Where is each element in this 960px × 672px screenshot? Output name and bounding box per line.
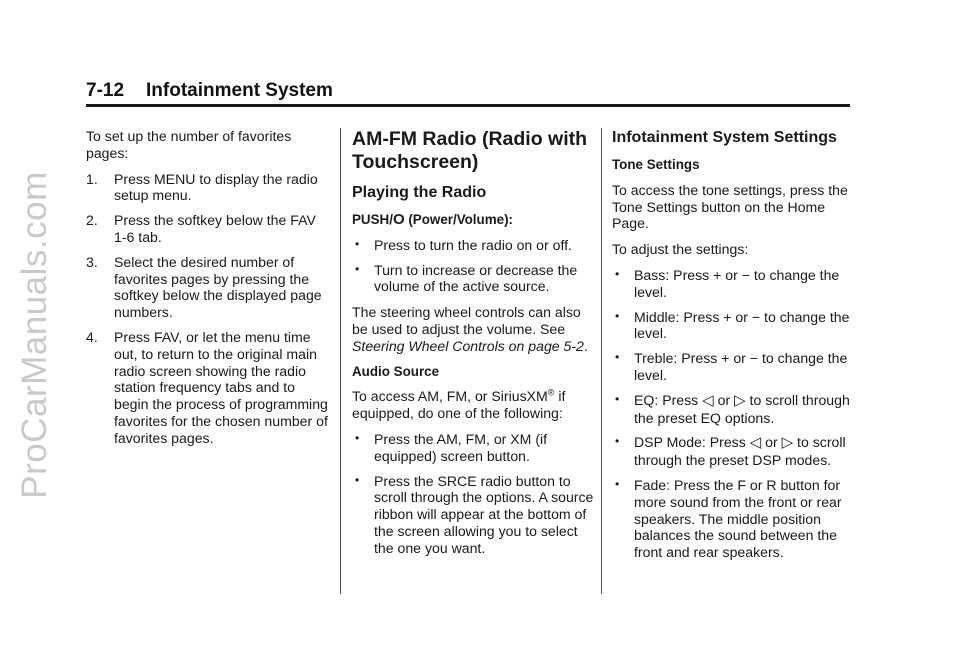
right-arrow-icon: ▷ xyxy=(781,434,794,452)
step-text: Select the desired number of favorites pages by pressing the softkey below the displayed page numbers. xyxy=(114,253,322,321)
bullet-icon: • xyxy=(355,472,360,487)
radio-heading: AM-FM Radio (Radio with Touchscreen) xyxy=(352,128,588,173)
list-item xyxy=(352,237,596,254)
list-item xyxy=(86,212,332,246)
power-icon: O xyxy=(392,211,405,228)
registered-mark: ® xyxy=(547,387,555,398)
list-item xyxy=(612,350,852,384)
step-number: 2. xyxy=(86,212,98,229)
column-1 xyxy=(86,128,332,456)
bullet-text: or xyxy=(713,391,735,408)
tone-bullets xyxy=(612,267,852,561)
list-item xyxy=(352,473,596,557)
watermark xyxy=(12,30,58,640)
steering-wheel-paragraph xyxy=(352,304,596,354)
playing-radio-heading: Playing the Radio xyxy=(352,184,487,201)
left-arrow-icon: ◁ xyxy=(749,434,762,452)
steering-end: . xyxy=(583,337,588,354)
list-item xyxy=(612,477,852,561)
bullet-text: to scroll through the preset DSP modes. xyxy=(634,434,846,469)
audio-source-text: To access AM, FM, or SiriusXM xyxy=(352,388,548,405)
audio-source-bullets xyxy=(352,431,596,557)
bullet-icon: • xyxy=(615,434,620,449)
bullet-text: Middle: Press + or − to change the level. xyxy=(634,308,850,342)
bullet-text: EQ: Press xyxy=(634,391,703,408)
bullet-icon: • xyxy=(615,476,620,491)
push-power-volume-label xyxy=(352,212,596,229)
bullet-text: Press the AM, FM, or XM (if equipped) screen button. xyxy=(374,430,548,464)
steering-reference-link[interactable]: Steering Wheel Controls on page 5-2 xyxy=(352,337,584,354)
steering-text: The steering wheel controls can also be used to adjust the volume. See xyxy=(352,304,581,337)
page-header xyxy=(86,80,333,102)
bullet-text: Press to turn the radio on or off. xyxy=(374,236,572,253)
left-arrow-icon: ◁ xyxy=(702,391,714,409)
bullet-text: Bass: Press + or − to change the level. xyxy=(634,266,840,300)
section-title: Infotainment System xyxy=(146,80,333,101)
push-label-text: PUSH/ xyxy=(352,212,393,227)
bullet-text: Fade: Press the F or R button for more sound from the front or rear speakers. The middle position balances the sound between the front and rear speakers. xyxy=(634,476,842,561)
bullet-text: DSP Mode: Press xyxy=(634,434,750,451)
list-item xyxy=(612,267,852,301)
page-number: 7-12 xyxy=(86,80,125,101)
favorites-steps xyxy=(86,171,332,447)
column-2 xyxy=(352,128,596,566)
bullet-icon: • xyxy=(615,308,620,323)
step-number: 4. xyxy=(86,328,98,345)
column-3 xyxy=(612,128,852,570)
list-item xyxy=(352,431,596,465)
step-text: Press FAV, or let the menu time out, to return to the original main radio screen showing the radio station frequency tabs and to begin the process of programming favorites for the chosen number of favorites pages. xyxy=(114,328,328,446)
audio-source-heading: Audio Source xyxy=(352,363,440,379)
bullet-icon: • xyxy=(355,261,360,276)
bullet-text: Press the SRCE radio button to scroll through the options. A source ribbon will appear at the bottom of the screen allowing you to select the one you want. xyxy=(374,472,594,556)
push-bullets xyxy=(352,237,596,295)
step-number: 1. xyxy=(86,170,98,187)
list-item xyxy=(352,262,596,296)
bullet-icon: • xyxy=(615,391,620,406)
column-divider-2 xyxy=(601,128,602,594)
right-arrow-icon: ▷ xyxy=(734,391,746,409)
audio-source-text-end: if equipped, do one of the following: xyxy=(352,388,566,422)
step-number: 3. xyxy=(86,253,98,270)
list-item xyxy=(86,171,332,205)
header-rule xyxy=(86,104,850,107)
list-item xyxy=(612,434,852,469)
audio-source-paragraph xyxy=(352,388,596,422)
bullet-icon: • xyxy=(355,430,360,445)
tone-settings-heading: Tone Settings xyxy=(612,157,700,172)
bullet-icon: • xyxy=(615,350,620,365)
step-text: Press the softkey below the FAV 1-6 tab. xyxy=(114,212,316,245)
tone-intro: To access the tone settings, press the Tone Settings button on the Home Page. xyxy=(612,181,848,232)
bullet-text: Turn to increase or decrease the volume of the active source. xyxy=(374,261,578,295)
bullet-text: or xyxy=(761,434,782,451)
column-divider-1 xyxy=(340,128,341,594)
watermark-text: ProCarManuals.com xyxy=(15,171,54,499)
bullet-icon: • xyxy=(355,236,360,251)
settings-heading: Infotainment System Settings xyxy=(612,129,837,146)
bullet-icon: • xyxy=(615,266,620,281)
list-item xyxy=(86,329,332,447)
favorites-intro: To set up the number of favorites pages: xyxy=(86,128,292,161)
bullet-text: Treble: Press + or − to change the level. xyxy=(634,350,848,383)
list-item xyxy=(612,392,852,427)
power-volume-text: (Power/Volume): xyxy=(404,212,513,227)
step-text: Press MENU to display the radio setup menu. xyxy=(114,170,318,204)
bullet-text: to scroll through the preset EQ options. xyxy=(634,391,850,426)
adjust-settings-text: To adjust the settings: xyxy=(612,241,749,258)
list-item xyxy=(86,254,332,321)
list-item xyxy=(612,309,852,343)
